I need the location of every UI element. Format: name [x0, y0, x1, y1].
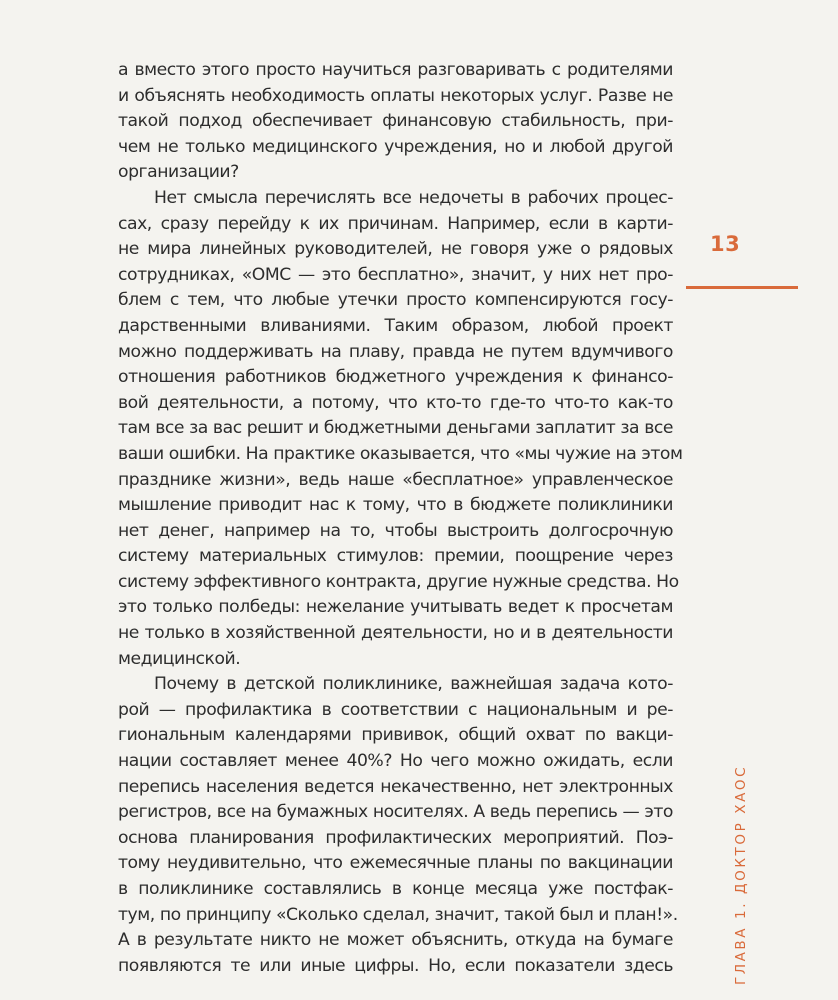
- text-line: медицинской.: [118, 648, 241, 669]
- text-line: и объяснять необходимость оплаты некоторых услуг. Разве не: [118, 85, 673, 106]
- text-line: гиональным календарями прививок, общий охват по вакци-: [118, 725, 673, 746]
- text-line: Почему в детской поликлинике, важнейшая задача кото-: [154, 674, 673, 695]
- text-line: систему эффективного контракта, другие нужные средства. Но: [118, 571, 679, 592]
- text-line: отношения работников бюджетного учреждения к финансо-: [118, 367, 673, 388]
- text-line: организации?: [118, 162, 239, 183]
- page-number-rule: [686, 286, 798, 289]
- text-line: Нет смысла перечислять все недочеты в рабочих процес-: [154, 187, 673, 208]
- text-line: празднике жизни», ведь наше «бесплатное» управленческое: [118, 469, 673, 490]
- text-line: там все за вас решит и бюджетными деньгами заплатит за все: [118, 418, 673, 439]
- text-line: не мира линейных руководителей, не говоря уже о рядовых: [118, 239, 673, 260]
- text-line: А в результате никто не может объяснить, откуда на бумаге: [118, 930, 673, 951]
- text-line: не только в хозяйственной деятельности, но и в деятельности: [118, 623, 673, 644]
- chapter-running-title: ГЛАВА 1. ДОКТОР ХАОС: [733, 764, 749, 985]
- text-line: сах, сразу перейду к их причинам. Например, если в карти-: [118, 213, 673, 234]
- text-line: сотрудниках, «ОМС — это бесплатно», значит, у них нет про-: [118, 264, 673, 285]
- text-line: тум, по принципу «Сколько сделал, значит, такой был и план!».: [118, 904, 678, 925]
- text-line: рой — профилактика в соответствии с национальным и ре-: [118, 699, 673, 720]
- page-number: 13: [710, 232, 741, 256]
- text-line: регистров, все на бумажных носителях. А ведь перепись — это: [118, 802, 673, 823]
- text-line: мышление приводит нас к тому, что в бюджете поликлиники: [118, 495, 673, 516]
- text-line: блем с тем, что любые утечки просто компенсируются госу-: [118, 290, 673, 311]
- text-line: в поликлинике составлялись в конце месяца уже постфак-: [118, 879, 673, 899]
- body-text: [118, 58, 683, 979]
- text-line: чем не только медицинского учреждения, но и любой другой: [118, 136, 673, 157]
- text-line: ваши ошибки. На практике оказывается, что «мы чужие на этом: [118, 443, 683, 464]
- text-line: дарственными вливаниями. Таким образом, любой проект: [118, 315, 673, 336]
- text-line: перепись населения ведется некачественно, нет электронных: [118, 776, 673, 797]
- text-line: можно поддерживать на плаву, правда не путем вдумчивого: [118, 341, 673, 362]
- text-line: нет денег, например на то, чтобы выстроить долгосрочную: [118, 520, 673, 541]
- text-line: появляются те или иные цифры. Но, если показатели здесь: [118, 955, 673, 976]
- text-line: основа планирования профилактических мероприятий. Поэ-: [118, 827, 673, 848]
- text-line: а вместо этого просто научиться разговаривать с родителями: [118, 60, 673, 80]
- text-line: систему материальных стимулов: премии, поощрение через: [118, 546, 673, 567]
- text-line: это только полбеды: нежелание учитывать ведет к просчетам: [118, 597, 673, 618]
- text-line: такой подход обеспечивает финансовую стабильность, при-: [118, 111, 673, 132]
- text-line: нации составляет менее 40%? Но чего можно ожидать, если: [118, 751, 673, 772]
- text-line: вой деятельности, а потому, что кто-то где-то что-то как-то: [118, 392, 673, 413]
- text-line: тому неудивительно, что ежемесячные планы по вакцинации: [118, 853, 673, 874]
